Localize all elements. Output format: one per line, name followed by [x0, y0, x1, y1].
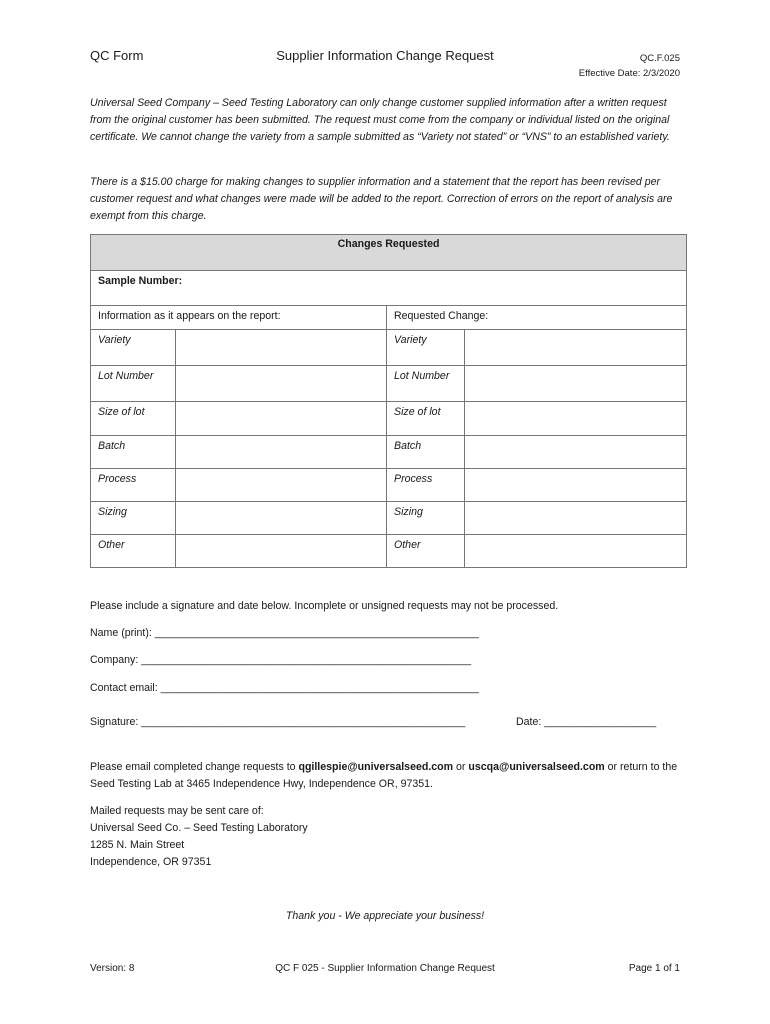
- requested-field-label: Variety: [387, 330, 465, 366]
- original-field-label: Other: [91, 535, 176, 568]
- requested-change-header: Requested Change:: [387, 306, 687, 330]
- footer-version: Version: 8: [90, 963, 135, 974]
- mail-city: Independence, OR 97351: [90, 856, 212, 868]
- original-info-header: Information as it appears on the report:: [91, 306, 387, 330]
- table-row: [91, 366, 687, 402]
- changes-requested-table: [90, 234, 687, 568]
- footer-page-number: Page 1 of 1: [628, 963, 680, 974]
- original-field-label: Lot Number: [91, 366, 176, 402]
- original-process-input[interactable]: [176, 469, 387, 502]
- requested-variety-input[interactable]: [465, 330, 687, 366]
- email-or: or: [453, 761, 469, 773]
- signature-field[interactable]: Signature: _______________________________________________________: [90, 716, 466, 728]
- table-row: [91, 330, 687, 366]
- document-meta: [579, 51, 680, 81]
- original-variety-input[interactable]: [176, 330, 387, 366]
- mail-intro: Mailed requests may be sent care of:: [90, 805, 264, 817]
- signature-instruction: Please include a signature and date below. Incomplete or unsigned requests may not be processed.: [90, 600, 559, 612]
- requested-field-label: Process: [387, 469, 465, 502]
- email-link-qgillespie[interactable]: qgillespie@universalseed.com: [298, 761, 454, 773]
- mail-street: 1285 N. Main Street: [90, 839, 185, 851]
- requested-lot-number-input[interactable]: [465, 366, 687, 402]
- requested-other-input[interactable]: [465, 535, 687, 568]
- table-row: [91, 502, 687, 535]
- original-other-input[interactable]: [176, 535, 387, 568]
- email-instructions: [90, 759, 686, 793]
- document-code: QC.F.025: [639, 53, 680, 64]
- sample-number-label: Sample Number:: [98, 275, 183, 287]
- original-size-of-lot-input[interactable]: [176, 402, 387, 436]
- original-lot-number-input[interactable]: [176, 366, 387, 402]
- thank-you-message: Thank you - We appreciate your business!: [285, 910, 485, 922]
- mail-company: Universal Seed Co. – Seed Testing Laboratory: [90, 822, 308, 834]
- requested-process-input[interactable]: [465, 469, 687, 502]
- requested-field-label: Size of lot: [387, 402, 465, 436]
- requested-field-label: Lot Number: [387, 366, 465, 402]
- email-link-uscqa[interactable]: uscqa@universalseed.com: [468, 761, 605, 773]
- date-field[interactable]: Date: ___________________: [516, 716, 657, 728]
- original-field-label: Sizing: [91, 502, 176, 535]
- name-print-field[interactable]: Name (print): _______________________________________________________: [90, 627, 479, 639]
- return-address: or return to the Seed Testing Lab at 3465 Independence Hwy, Independence OR, 97351.: [90, 761, 678, 790]
- mailing-address: [90, 803, 690, 871]
- original-batch-input[interactable]: [176, 436, 387, 469]
- requested-size-of-lot-input[interactable]: [465, 402, 687, 436]
- table-title: Changes Requested: [91, 235, 687, 271]
- original-field-label: Batch: [91, 436, 176, 469]
- footer-document-name: QC F 025 - Supplier Information Change Request: [275, 963, 495, 974]
- original-sizing-input[interactable]: [176, 502, 387, 535]
- requested-field-label: Sizing: [387, 502, 465, 535]
- table-row: [91, 402, 687, 436]
- form-type-label: QC Form: [90, 48, 144, 63]
- contact-email-field[interactable]: Contact email: ______________________________________________________: [90, 682, 479, 694]
- intro-paragraph-charge: There is a $15.00 charge for making changes to supplier information and a statement that the report has been revised per customer request and what changes were made will be added to the report. Correction of errors on the report of analysis are exempt from this charge.: [90, 176, 673, 222]
- document-title: Supplier Information Change Request: [276, 48, 494, 63]
- table-row: [91, 469, 687, 502]
- sample-number-field[interactable]: [91, 271, 687, 306]
- effective-date: Effective Date: 2/3/2020: [578, 68, 680, 79]
- email-prefix: Please email completed change requests to: [90, 761, 299, 773]
- requested-field-label: Batch: [387, 436, 465, 469]
- original-field-label: Size of lot: [91, 402, 176, 436]
- requested-batch-input[interactable]: [465, 436, 687, 469]
- table-row: [91, 436, 687, 469]
- company-field[interactable]: Company: ________________________________________________________: [90, 654, 472, 666]
- table-row: [91, 535, 687, 568]
- original-field-label: Variety: [91, 330, 176, 366]
- requested-field-label: Other: [387, 535, 465, 568]
- original-field-label: Process: [91, 469, 176, 502]
- requested-sizing-input[interactable]: [465, 502, 687, 535]
- intro-paragraph-policy: Universal Seed Company – Seed Testing Laboratory can only change customer supplied information after a written request from the original customer has been submitted. The request must come from the company or individual listed on the original certificate. We cannot change the variety from a sample submitted as “Variety not stated” or “VNS” to an established variety.: [90, 97, 670, 143]
